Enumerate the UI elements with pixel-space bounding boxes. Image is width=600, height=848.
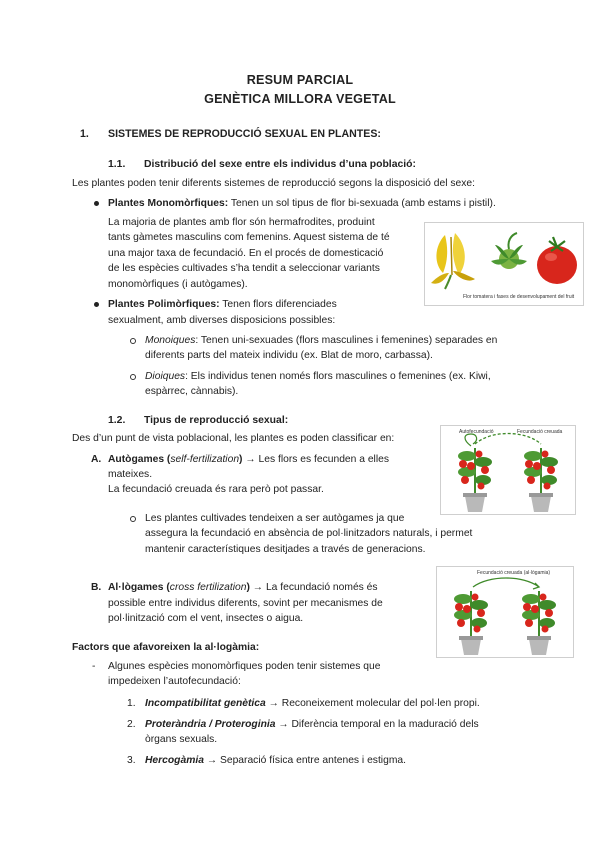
autogames-sub-line: mantenir característiques desitjades a través de generacions. (145, 543, 426, 555)
allogames-line2: possible entre individus diferents, sovint per mecanismes de (108, 598, 383, 609)
factor-label: Hercogàmia (145, 755, 204, 766)
young-fruit-icon (491, 233, 527, 269)
cross-fertilization-illustration (437, 567, 573, 657)
poli-label: Plantes Polimòrfiques: (108, 299, 220, 310)
monoiques-line2: diferents parts del mateix individu (ex. Blat de moro, carbassa). (145, 350, 433, 361)
factor-number: 1. (127, 698, 136, 709)
autogames-sub (145, 511, 472, 557)
autogames-letter: A. (91, 454, 102, 465)
tomato-plant-right-icon (524, 448, 558, 512)
dioiques-line1 (145, 369, 491, 384)
allogames-term: cross fertilization (169, 582, 247, 593)
sub12-intro: Des d’un punt de vista poblacional, les plantes es poden classificar en: (72, 433, 395, 444)
factor-text-line2: òrgans sexuals. (145, 734, 218, 745)
sub11-title: Distribució del sexe entre els individus d’una població: (144, 159, 416, 170)
factor-text: → Diferència temporal en la maduració dels (275, 719, 479, 730)
factor-number: 3. (127, 755, 136, 766)
allogames-label: Al·lògames ( (108, 582, 170, 593)
ring-bullet-icon (130, 516, 136, 522)
tomato-development-illustration (425, 223, 583, 305)
sub12-title: Tipus de reproducció sexual: (144, 415, 289, 426)
sub11-number: 1.1. (108, 159, 126, 170)
allogames-close: ) (246, 582, 250, 593)
factor-label: Incompatibilitat genètica (145, 698, 266, 709)
autogames-text: → Les flors es fecunden a elles (242, 454, 390, 465)
tomato-plant-right-icon (522, 591, 556, 655)
tomato-plant-left-icon (454, 591, 488, 655)
monoiques-text: : Tenen uni-sexuades (flors masculines i femenines) separades en (195, 335, 498, 346)
self-fertilization-image (440, 425, 576, 515)
tomato-flower-icon (431, 233, 475, 289)
factors-line1: Algunes espècies monomòrfiques poden tenir sistemes que (108, 661, 381, 672)
allogames-line3: pol·linització com el vent, insectes o aigua. (108, 613, 304, 624)
autogames-sub-line: assegura la fecundació en absència de pol·linitzadors naturals, i permet (145, 528, 473, 540)
tomato-image-caption: Flor tomatera i fases de desenvolupament del fruit (463, 294, 575, 300)
section1-number: 1. (80, 128, 89, 140)
poli-line1 (108, 297, 337, 312)
mono-line (108, 196, 496, 211)
monoiques-line1 (145, 333, 497, 348)
autogames-close: ) (239, 454, 243, 465)
ring-bullet-icon (130, 374, 136, 380)
autogames-line2: mateixes. (108, 469, 153, 480)
allogames-line1 (108, 580, 378, 595)
dioiques-line2: espàrrec, cànnabis). (145, 386, 239, 397)
mono-label: Plantes Monomòrfiques: (108, 198, 229, 209)
mono-para-line: monomòrfiques (i autògames). (108, 278, 248, 290)
allogames-letter: B. (91, 582, 102, 593)
bullet-icon (94, 201, 99, 206)
dash-bullet: - (92, 661, 96, 672)
factors-line2: impedeixen l’autofecundació: (108, 676, 241, 687)
dioiques-label: Dioiques (145, 371, 186, 382)
monoiques-label: Monoiques (145, 335, 196, 346)
tomato-plant-left-icon (458, 448, 492, 512)
tomato-development-image (424, 222, 584, 306)
poli-text1: Tenen flors diferenciades (219, 299, 337, 310)
cross-image-label: Fecundació creuada (al·lògamia) (477, 570, 551, 576)
poli-text2: sexualment, amb diverses disposicions possibles: (108, 315, 336, 326)
document-title-line1: RESUM PARCIAL (246, 73, 354, 87)
factor-text: → Separació física entre antenes i estigma. (203, 755, 406, 766)
mono-para-line: de les espècies cultivades s’ha tendit a seleccionar variants (108, 263, 380, 275)
bullet-icon (94, 302, 99, 307)
allogames-text: → La fecundació només és (249, 582, 378, 593)
mono-para-line: tants gàmetes masculins com femenins. Aquest sistema de té (108, 232, 390, 244)
sub12-number: 1.2. (108, 415, 126, 426)
factor-label: Proteràndria / Proteroginia (145, 719, 276, 730)
factor-item-incompatibilitat (145, 696, 480, 711)
factor-item-proterandria (145, 717, 479, 732)
self-fertilization-illustration (441, 426, 575, 514)
factors-title: Factors que afavoreixen la al·logàmia: (72, 642, 260, 653)
autogames-label: Autògames ( (108, 454, 171, 465)
document-title-line2: GENÈTICA MILLORA VEGETAL (204, 92, 396, 106)
factor-text: → Reconeixement molecular del pol·len propi. (265, 698, 480, 709)
mono-para-line: La majoria de plantes amb flor són hermafrodites, produint (108, 217, 375, 228)
autogames-line3: La fecundació creuada és rara però pot passar. (108, 484, 324, 495)
sub11-intro: Les plantes poden tenir diferents sistemes de reproducció segons la disposició del sexe: (72, 178, 475, 189)
dioiques-text: : Els individus tenen només flors masculines o femenines (ex. Kiwi, (185, 371, 491, 382)
factor-number: 2. (127, 719, 136, 730)
mono-paragraph (108, 215, 390, 292)
ripe-tomato-icon (537, 237, 577, 284)
cross-fert-label: Fecundació creuada (517, 429, 563, 435)
autogames-sub-line: Les plantes cultivades tendeixen a ser autògames ja que (145, 513, 405, 524)
factor-item-hercogamia (145, 753, 406, 768)
mono-text: Tenen un sol tipus de flor bi-sexuada (amb estams i pistil). (228, 198, 496, 209)
autogames-line1 (108, 452, 389, 467)
mono-para-line: una major taxa de fecundació. En el procés de domesticació (108, 247, 384, 259)
ring-bullet-icon (130, 338, 136, 344)
autogames-term: self-fertilization (170, 454, 240, 465)
self-fert-label: Autofecundació (459, 429, 494, 435)
section1-title: SISTEMES DE REPRODUCCIÓ SEXUAL EN PLANTES: (108, 128, 381, 140)
cross-fertilization-image (436, 566, 574, 658)
